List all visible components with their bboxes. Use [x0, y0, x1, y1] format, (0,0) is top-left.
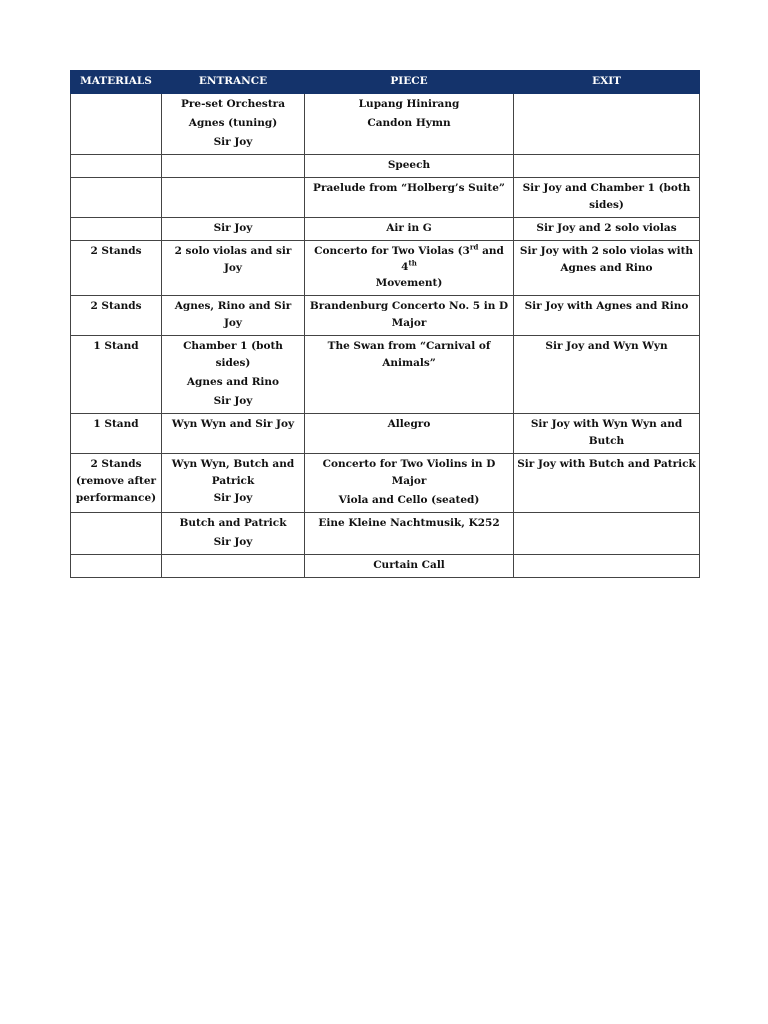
- exit-cell: [514, 178, 700, 218]
- materials-line: (remove after: [75, 475, 157, 487]
- exit-cell: [514, 94, 700, 155]
- ordinal-suffix: rd: [469, 242, 479, 252]
- header-exit: EXIT: [514, 71, 700, 94]
- materials-line: 1 Stand: [93, 340, 139, 352]
- piece-cell: [305, 296, 514, 336]
- piece-line: Movement): [375, 277, 443, 289]
- materials-cell: [71, 155, 162, 178]
- exit-cell: [514, 336, 700, 414]
- piece-line: [308, 243, 510, 275]
- piece-line: Viola and Cello (seated): [338, 494, 480, 506]
- piece-line: Praelude from “Holberg’s Suite”: [313, 182, 505, 194]
- table-row: [71, 94, 700, 155]
- piece-line: Brandenburg Concerto No. 5 in D: [309, 300, 509, 312]
- entrance-cell: [162, 336, 305, 414]
- entrance-line: Sir Joy: [213, 222, 253, 234]
- entrance-cell: [162, 555, 305, 578]
- exit-cell: [514, 454, 700, 513]
- piece-cell: [305, 178, 514, 218]
- materials-cell: [71, 513, 162, 555]
- exit-line: Sir Joy with Agnes and Rino: [524, 300, 689, 312]
- exit-cell: [514, 296, 700, 336]
- table-row: [71, 241, 700, 296]
- materials-cell: [71, 336, 162, 414]
- piece-line: Lupang Hinirang: [358, 98, 460, 110]
- exit-cell: [514, 513, 700, 555]
- entrance-cell: [162, 513, 305, 555]
- exit-line: sides): [589, 199, 624, 211]
- table-row: [71, 454, 700, 513]
- header-entrance: ENTRANCE: [162, 71, 305, 94]
- exit-line: Sir Joy and 2 solo violas: [536, 222, 677, 234]
- materials-line: performance): [75, 492, 157, 504]
- entrance-line: Sir Joy: [213, 492, 253, 504]
- materials-line: 2 Stands: [90, 458, 142, 470]
- piece-line: Air in G: [386, 222, 432, 234]
- materials-cell: [71, 178, 162, 218]
- piece-line: Curtain Call: [373, 559, 445, 571]
- entrance-cell: [162, 241, 305, 296]
- entrance-line: 2 solo violas and sir Joy: [174, 245, 292, 274]
- table-row: [71, 178, 700, 218]
- entrance-line: Pre-set Orchestra: [180, 98, 286, 110]
- piece-line: Candon Hymn: [367, 117, 451, 129]
- materials-cell: [71, 218, 162, 241]
- ordinal-suffix: th: [408, 258, 417, 268]
- piece-line: Eine Kleine Nachtmusik, K252: [318, 517, 500, 529]
- entrance-cell: [162, 414, 305, 454]
- materials-cell: [71, 241, 162, 296]
- piece-cell: [305, 555, 514, 578]
- exit-cell: [514, 555, 700, 578]
- table-row: [71, 414, 700, 454]
- materials-line: 2 Stands: [90, 245, 142, 257]
- exit-line: Sir Joy with Wyn Wyn and Butch: [530, 418, 683, 447]
- entrance-cell: [162, 94, 305, 155]
- entrance-line: Chamber 1 (both sides): [183, 340, 283, 369]
- piece-text-part: Concerto for Two Violas (3: [314, 245, 470, 257]
- piece-line: Concerto for Two Violins in D Major: [322, 458, 496, 487]
- materials-line: 1 Stand: [93, 418, 139, 430]
- table-row: [71, 218, 700, 241]
- piece-cell: [305, 414, 514, 454]
- entrance-line: Wyn Wyn and Sir Joy: [171, 418, 295, 430]
- exit-cell: [514, 155, 700, 178]
- entrance-cell: [162, 155, 305, 178]
- entrance-line: Agnes (tuning): [188, 117, 278, 129]
- piece-line: The Swan from “Carnival of Animals”: [327, 340, 491, 369]
- entrance-line: Sir Joy: [213, 395, 253, 407]
- entrance-line: Patrick: [211, 475, 255, 487]
- exit-cell: [514, 414, 700, 454]
- exit-cell: [514, 241, 700, 296]
- table-row: [71, 513, 700, 555]
- entrance-line: Sir Joy: [213, 536, 253, 548]
- entrance-cell: [162, 218, 305, 241]
- program-table: [70, 70, 700, 578]
- exit-line: Agnes and Rino: [560, 262, 653, 274]
- materials-cell: [71, 94, 162, 155]
- exit-line: Sir Joy with Butch and Patrick: [517, 458, 696, 470]
- entrance-cell: [162, 454, 305, 513]
- entrance-cell: [162, 296, 305, 336]
- piece-cell: [305, 513, 514, 555]
- exit-line: Sir Joy and Chamber 1 (both: [522, 182, 691, 194]
- materials-cell: [71, 555, 162, 578]
- piece-cell: [305, 155, 514, 178]
- piece-line: Speech: [387, 159, 431, 171]
- entrance-line: Sir Joy: [213, 136, 253, 148]
- piece-cell: [305, 336, 514, 414]
- materials-cell: [71, 454, 162, 513]
- exit-line: Sir Joy with 2 solo violas with: [519, 245, 694, 257]
- materials-cell: [71, 296, 162, 336]
- piece-cell: [305, 241, 514, 296]
- piece-line: Allegro: [387, 418, 431, 430]
- exit-cell: [514, 218, 700, 241]
- piece-cell: [305, 218, 514, 241]
- entrance-line: Agnes and Rino: [186, 376, 280, 388]
- entrance-cell: [162, 178, 305, 218]
- table-row: [71, 555, 700, 578]
- materials-line: 2 Stands: [90, 300, 142, 312]
- entrance-line: Agnes, Rino and Sir Joy: [174, 300, 292, 329]
- piece-cell: [305, 454, 514, 513]
- piece-line: Major: [391, 317, 427, 329]
- exit-line: Sir Joy and Wyn Wyn: [545, 340, 668, 352]
- table-row: [71, 155, 700, 178]
- piece-text-part: and 4: [401, 245, 504, 273]
- materials-cell: [71, 414, 162, 454]
- header-row: [71, 71, 700, 94]
- table-row: [71, 296, 700, 336]
- header-piece: PIECE: [305, 71, 514, 94]
- entrance-line: Butch and Patrick: [179, 517, 287, 529]
- piece-cell: [305, 94, 514, 155]
- table-row: [71, 336, 700, 414]
- header-materials: MATERIALS: [71, 71, 162, 94]
- entrance-line: Wyn Wyn, Butch and: [171, 458, 295, 470]
